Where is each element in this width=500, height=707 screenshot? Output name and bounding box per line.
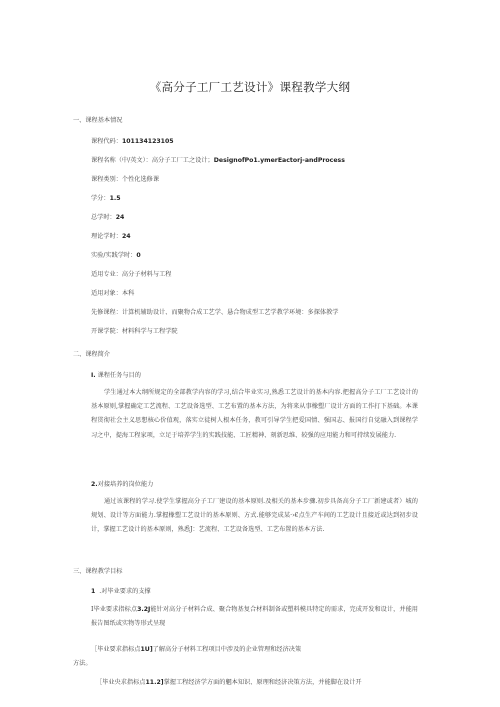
subheading-ability-number: 2. [91,481,98,488]
section-heading-intro: 二、课程简介 [73,351,111,358]
subheading-ability [91,481,153,489]
requirement-11-continuation: 方法。 [73,660,92,667]
requirement-11-code: 1U] [140,646,153,653]
subheading-task [91,372,141,380]
lab-hours-value: 0 [136,252,141,259]
info-total-hours [91,214,124,222]
info-college: 开课学院：材料科学与工程学院 [91,328,178,335]
course-code-value: 101134123105 [121,138,174,145]
credit-label: 学分： [91,195,110,202]
info-course-name [91,157,345,165]
info-major: 适用专业：高分子材料与工程 [91,271,172,278]
info-category: 课程类别：个性化选修课 [91,176,160,183]
requirement-11 [91,646,301,654]
document-title: 《高分子工厂工艺设计》课程教学大纲 [149,80,351,94]
theory-hours-value: 24 [121,233,131,240]
requirement-3-2-text: 能针对高分子材料合成、聚合物基复合材料制备或塑料模具特定的需求，完成开发和设计，并能用报告图纸或实物等形式呈现 [91,606,418,628]
requirement-11-2-code: 11.2] [145,679,164,686]
paragraph-task: 学生通过本大纲所规定的全部教学内容的学习,结合毕业实习,熟悉工艺设计的基本内容.把握高分子工厂工艺设计的基本原则,掌握确定工艺流程、工艺设备选型、工艺布置的基本方法，为将来从事橡塑厂设计方面的工作打下基础。本课程贯彻社会主义思想核心价值观，落实立徒树人根本任务，教可引导学生把爱国情、强国志、报国行自觉融入到课程学习之中，提海工程家项，立足于培养学生的实践技能、工匠精神、刻新思维、较强的应用能力和可持续发展能力. [91,389,418,439]
lab-hours-label: 实验/实践学时： [91,252,137,259]
total-hours-label: 总学时： [91,214,116,221]
objective-support [91,588,151,596]
objective-support-number: 1 [91,588,96,595]
section-heading-basic-info: 一、课程基本情况 [73,117,123,124]
info-target: 适用对象：本科 [91,290,135,297]
info-prerequisites: 先修课程：计算机辅助设计、而聚物合成工艺学、悬合物成型工艺学教学环境：多探体教学 [91,309,339,316]
requirement-3-2-label: I毕业要求指标点 [91,606,138,613]
subheading-task-text: 课程任务与目的 [97,372,141,379]
info-theory-hours [91,233,131,241]
requirement-11-text: 了解高分子材料工程项目中涉及的企业管理和经济决策 [152,646,302,653]
requirement-11-2-label: ［毕业央求指标点 [96,679,146,686]
requirement-11-2 [96,679,362,687]
course-name-en: DesignofPo1.ymerEactorj-andProcess [213,157,345,164]
credit-value: 1.5 [109,195,121,202]
requirement-3-2-code: 3.2J [137,606,151,613]
requirement-11-label: ［毕业要求指标点 [91,646,141,653]
course-name-label: 课程名称（中/英文）：高分子工厂工之设计； [91,157,214,164]
section-heading-objectives: 三、课程教学目标 [73,568,123,575]
info-lab-hours [91,252,141,260]
requirement-11-2-text: 掌握工程经济学方面的魍本知识、原理和经济决策方法，并能脚在设计开 [163,679,362,686]
subheading-ability-text: 对接培养的岗位能力 [97,481,154,488]
requirement-3-2 [91,603,418,631]
info-course-code [91,138,174,146]
subheading-task-number: I. [91,372,96,379]
total-hours-value: 24 [115,214,125,221]
objective-support-text: .对毕业要求的支撑 [99,588,151,595]
theory-hours-label: 理论学时： [91,233,122,240]
course-code-label: 课程代码： [91,138,122,145]
paragraph-ability: 通过该课程的学习.使学生掌握高分子工厂建设的基本原则.及相关的基本步骤.初步具备高分子工厂新建或者）城的规划、设计等方面能力.掌握橡塑工艺设计的基本原则、方式.能够完成某·›€点生产车间的工艺设计且接近或达到初步设计，掌握工艺设计的基本原则，熟悉J：艺流程、工艺设备选型、工艺布置的基本方法. [91,498,418,534]
info-credit [91,195,121,203]
